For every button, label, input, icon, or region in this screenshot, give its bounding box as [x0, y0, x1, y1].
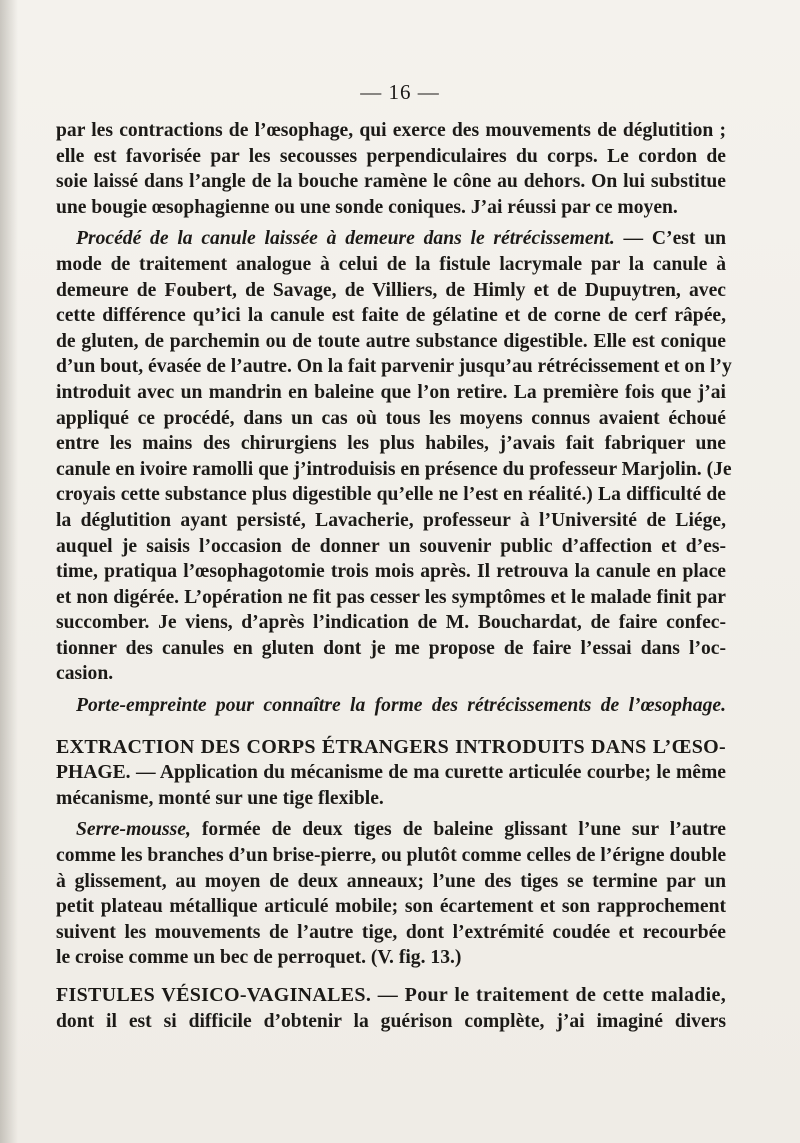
text-line: casion. [56, 663, 114, 685]
procedure-title-rest: — C’est un [614, 228, 726, 250]
text-line: succomber. Je viens, d’après l’indication de M. Bouchardat, de faire confec- [56, 612, 726, 634]
text-line: introduit avec un mandrin en baleine que l’on retire. La première fois que j’ai [56, 381, 726, 403]
section-heading-fistules: FISTULES VÉSICO-VAGINALES. — Pour le traitement de cette maladie, [56, 984, 726, 1006]
text-line: time, pratiqua l’œsophagotomie trois mois après. Il retrouva la canule en place [56, 561, 726, 583]
text-line: dont il est si difficile d’obtenir la guérison complète, j’ai imaginé divers [56, 1010, 726, 1032]
section-heading-extraction: EXTRACTION DES CORPS ÉTRANGERS INTRODUITS DANS L’ŒSO- [56, 735, 726, 758]
text-line: canule en ivoire ramolli que j’introduisis en présence du professeur Marjolin. (Je [56, 458, 732, 480]
text-line: appliqué ce procédé, dans un cas où tous les moyens connus avaient échoué [56, 407, 726, 429]
body-text [56, 118, 732, 1034]
serre-mousse-rest: formée de deux tiges de baleine glissant l’une sur l’autre [190, 819, 726, 841]
text-line: une bougie œsophagienne ou une sonde coniques. J’ai réussi par ce moyen. [56, 196, 678, 218]
text-line: soie laissé dans l’angle de la bouche ramène le cône au dehors. On lui substitue [56, 171, 726, 193]
text-line: croyais cette substance plus digestible qu’elle ne l’est en réalité.) La difficulté de [56, 484, 726, 506]
text-line: demeure de Foubert, de Savage, de Villiers, de Himly et de Dupuytren, avec [56, 279, 726, 301]
text-line: entre les mains des chirurgiens les plus habiles, j’avais fait fabriquer une [56, 433, 726, 455]
text-line: suivent les mouvements de l’autre tige, dont l’extrémité coudée et recourbée [56, 921, 726, 943]
impression-tool-title: Porte-empreinte pour connaître la forme des rétrécissements de l’œsophage. [76, 695, 726, 717]
text-line: le croise comme un bec de perroquet. (V. fig. 13.) [56, 947, 462, 969]
text-line: PHAGE. — Application du mécanisme de ma curette articulée courbe; le même [56, 762, 726, 784]
text-line: tionner des canules en gluten dont je me propose de faire l’essai dans l’oc- [56, 637, 726, 659]
page-edge-shadow [0, 0, 18, 1143]
text-line: mode de traitement analogue à celui de la fistule lacrymale par la canule à [56, 253, 726, 275]
text-line: et non digérée. L’opération ne fit pas cesser les symptômes et le malade finit par [56, 586, 726, 608]
text-line: comme les branches d’un brise-pierre, ou plutôt comme celles de l’érigne double [56, 845, 727, 867]
text-line: petit plateau métallique articulé mobile; son écartement et son rapprochement [56, 896, 726, 918]
text-line: mécanisme, monté sur une tige flexible. [56, 787, 384, 809]
text-line: par les contractions de l’œsophage, qui exerce des mouvements de déglutition ; [56, 120, 726, 141]
procedure-title: Procédé de la canule laissée à demeure dans le rétrécissement. [76, 228, 615, 250]
text-line: la déglutition ayant persisté, Lavacherie, professeur à l’Université de Liége, [56, 509, 726, 531]
text-line: à glissement, au moyen de deux anneaux; l’une des tiges se termine par un [56, 870, 726, 892]
text-line: de gluten, de parchemin ou de toute autre substance digestible. Elle est conique [56, 330, 726, 352]
procedure-heading-line [56, 226, 726, 252]
page-number: — 16 — [360, 80, 440, 104]
text-line: auquel je saisis l’occasion de donner un souvenir public d’affection et d’es- [56, 535, 726, 557]
text-line: cette différence qu’ici la canule est faite de gélatine et de corne de cerf râpée, [56, 305, 726, 327]
serre-mousse-term: Serre-mousse, [76, 819, 191, 841]
serre-mousse-line [56, 817, 726, 843]
text-line: elle est favorisée par les secousses perpendiculaires du corps. Le cordon de [56, 145, 726, 167]
text-line: d’un bout, évasée de l’autre. On la fait parvenir jusqu’au rétrécissement et on l’y [56, 356, 732, 378]
